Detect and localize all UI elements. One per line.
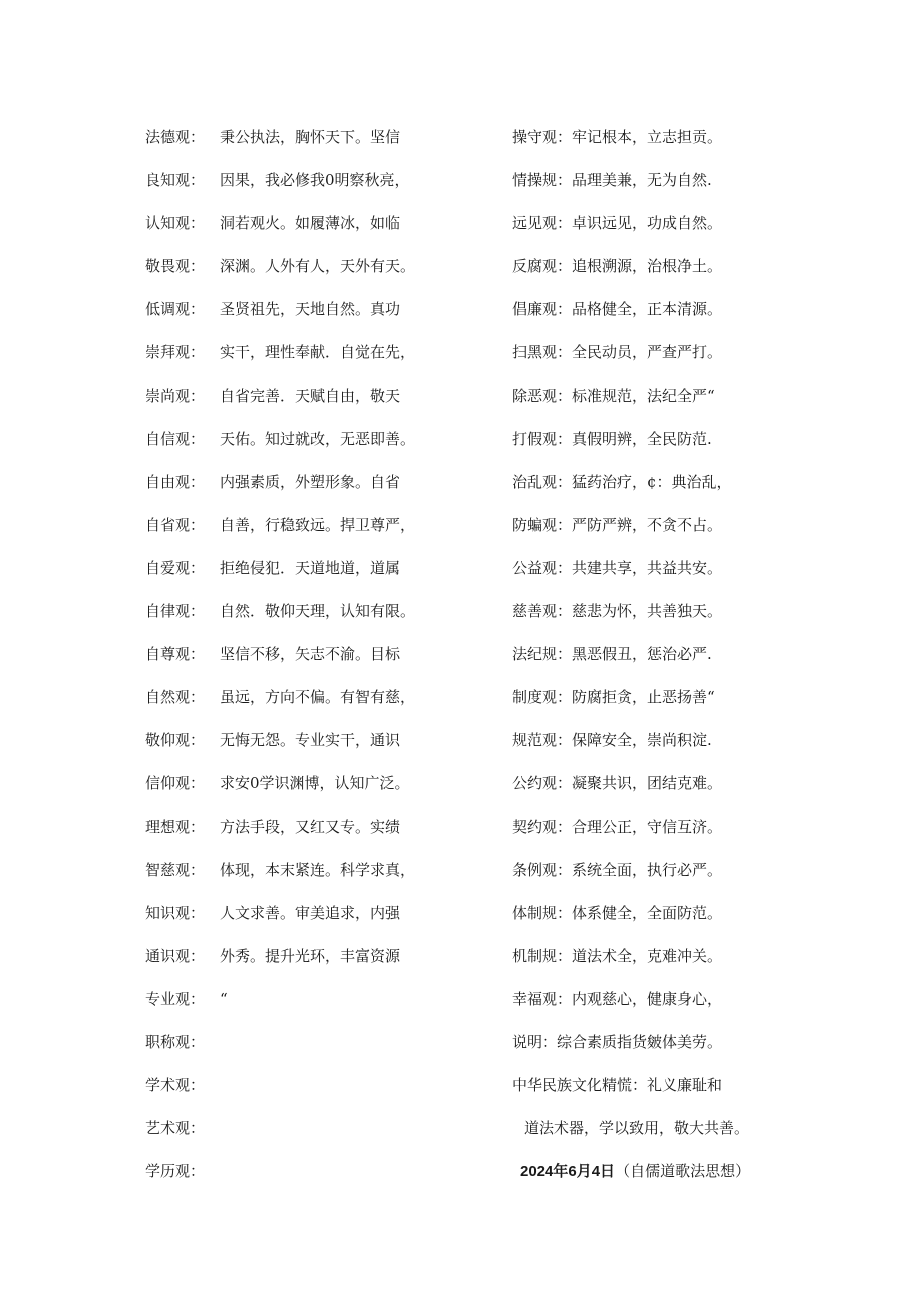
left-text-column xyxy=(220,118,430,1023)
left-text-line: 外秀。提升光环，丰富资源 xyxy=(220,946,401,965)
right-line: 法纪规：黑恶假丑，惩治必严. xyxy=(512,645,712,664)
right-line: 治乱观：猛药治疗，¢：典治乱， xyxy=(512,472,732,491)
right-line: 倡廉观：品格健全，正本清源。 xyxy=(512,300,723,319)
right-line: 契约观：合理公正，守信互济。 xyxy=(512,817,723,836)
left-label: 专业观： xyxy=(145,989,206,1008)
left-label: 良知观： xyxy=(145,171,206,190)
right-line: 体制规：体系健全，全面防范。 xyxy=(512,903,723,922)
left-text-line: 圣贤祖先，天地自然。真功 xyxy=(220,300,401,319)
left-text-line: “ xyxy=(220,989,228,1008)
left-label: 自信观： xyxy=(145,429,206,448)
right-line: 打假观：真假明辨，全民防范. xyxy=(512,429,712,448)
closing-line: 道法术器，学以致用，敬大共善。 xyxy=(524,1119,750,1138)
left-text-line: 自省完善．天赋自由，敬天 xyxy=(220,386,401,405)
right-line: 慈善观：慈悲为怀，共善独天。 xyxy=(512,602,723,621)
left-label: 自尊观： xyxy=(145,645,206,664)
right-line: 条例观：系统全面，执行必严。 xyxy=(512,860,723,879)
right-line: 公益观：共建共享，共益共安。 xyxy=(512,558,723,577)
right-line: 说明：综合素质指货皴体美劳。 xyxy=(512,1032,723,1051)
left-label: 信仰观： xyxy=(145,774,206,793)
left-label: 学术观： xyxy=(145,1076,206,1095)
right-line: 远见观：卓识远见，功成自然。 xyxy=(512,214,723,233)
left-text-line: 虽远，方向不偏。有智有慈， xyxy=(220,688,416,707)
right-line: 机制规：道法术全，克难冲关。 xyxy=(512,946,723,965)
right-line: 规范观：保障安全，崇尚积淀. xyxy=(512,731,712,750)
right-line: 制度观：防腐拒贪，止恶扬善“ xyxy=(512,688,715,707)
left-label: 自省观： xyxy=(145,515,206,534)
left-label: 崇尚观： xyxy=(145,386,206,405)
left-label: 通识观： xyxy=(145,946,206,965)
left-text-line: 内强素质，外塑形象。自省 xyxy=(220,472,401,491)
left-label-column xyxy=(145,118,220,1195)
left-text-line: 自善，行稳致远。捍卫尊严， xyxy=(220,515,416,534)
left-text-line: 秉公执法，胸怀天下。坚信 xyxy=(220,128,401,146)
left-text-line: 因果，我必修我0明察秋亮， xyxy=(220,171,410,190)
right-line: 防蝙观：严防严辨，不贪不占。 xyxy=(512,515,723,534)
right-line: 情操规：品理美兼，无为自然. xyxy=(512,171,712,190)
left-label: 艺术观： xyxy=(145,1119,206,1138)
right-line: 扫黑观：全民动员，严查严打。 xyxy=(512,343,723,362)
left-label: 智慈观： xyxy=(145,860,206,879)
right-line: 公约观：凝聚共识，团结克难。 xyxy=(512,774,723,793)
left-label: 自律观： xyxy=(145,602,206,621)
left-label: 自然观： xyxy=(145,688,206,707)
left-label: 法德观： xyxy=(145,128,206,146)
left-text-line: 实干，理性奉献．自觉在先， xyxy=(220,343,416,362)
right-line: 操守观：牢记根本，立志担贡。 xyxy=(512,128,723,146)
left-text-line: 无悔无怨。专业实干，通识 xyxy=(220,731,401,750)
left-label: 职称观： xyxy=(145,1032,206,1051)
left-text-line: 方法手段，又红又专。实绩 xyxy=(220,817,401,836)
date-text: 2024年6月4日 xyxy=(520,1163,616,1181)
left-text-line: 体现，本末紧连。科学求真， xyxy=(220,860,416,879)
left-text-line: 人文求善。审美追求，内强 xyxy=(220,903,401,922)
left-text-line: 求安0学识渊博，认知广泛。 xyxy=(220,774,410,793)
left-label: 崇拜观： xyxy=(145,343,206,362)
right-line: 反腐观：追根溯源，治根净土。 xyxy=(512,257,723,276)
left-text-line: 天佑。知过就改，无恶即善。 xyxy=(220,429,416,448)
left-label: 低调观： xyxy=(145,300,206,319)
left-label: 理想观： xyxy=(145,817,206,836)
right-line: 中华民族文化精慌：礼义廉耻和 xyxy=(512,1076,723,1095)
left-text-line: 自然．敬仰天理，认知有限。 xyxy=(220,602,416,621)
left-text-line: 拒绝侵犯．天道地道，道属 xyxy=(220,558,401,577)
left-label: 敬畏观： xyxy=(145,257,206,276)
left-label: 认知观： xyxy=(145,214,206,233)
date-line xyxy=(512,1152,802,1195)
left-label: 自由观： xyxy=(145,472,206,491)
right-lines xyxy=(512,118,802,1109)
right-line: 除恶观：标准规范，法纪全严“ xyxy=(512,386,715,405)
left-label: 自爱观： xyxy=(145,558,206,577)
left-text-line: 洞若观火。如履薄冰，如临 xyxy=(220,214,401,233)
date-note: （自儒道歌法思想） xyxy=(615,1162,751,1181)
left-label: 敬仰观： xyxy=(145,731,206,750)
right-column xyxy=(512,118,802,1195)
right-line: 幸福观：内观慈心，健康身心， xyxy=(512,989,723,1008)
left-label: 学历观： xyxy=(145,1162,206,1181)
left-label: 知识观： xyxy=(145,903,206,922)
left-text-line: 深渊。人外有人，天外有天。 xyxy=(220,257,416,276)
left-text-line: 坚信不移，矢志不渝。目标 xyxy=(220,645,401,664)
